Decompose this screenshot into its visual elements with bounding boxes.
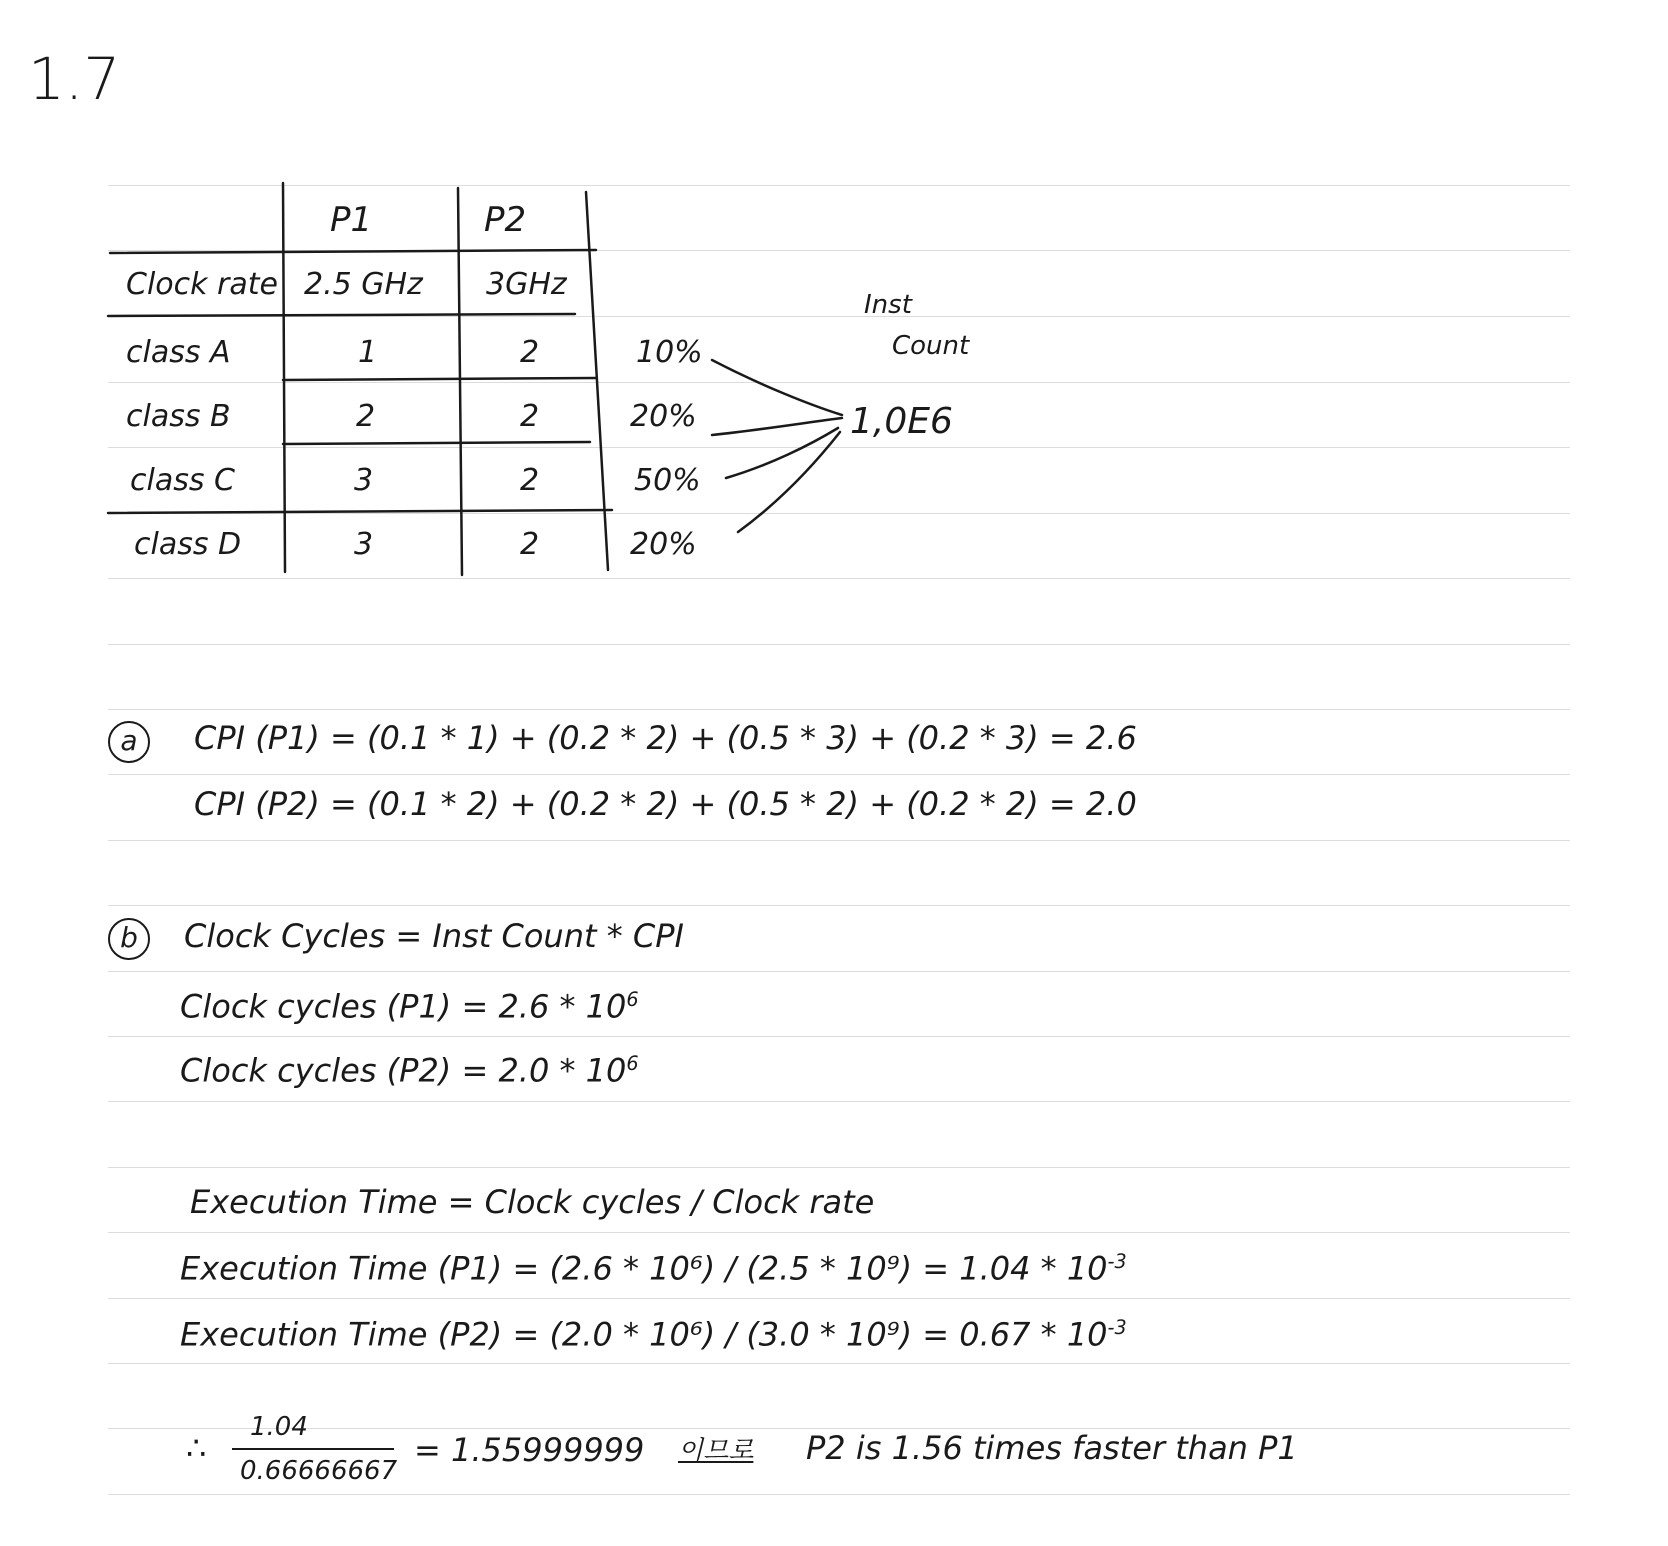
execution-time-p1-exponent: -3 <box>1107 1250 1127 1273</box>
column-header-p1: P1 <box>330 200 373 240</box>
clock-cycles-p2 <box>180 1051 639 1090</box>
execution-time-p1-text: Execution Time (P1) = (2.6 * 10⁶) / (2.5 * 10⁹) = 1.04 * 10 <box>180 1249 1108 1288</box>
clock-rate-p1: 2.5 GHz <box>304 267 423 302</box>
pct-class-a: 10% <box>636 335 703 370</box>
ratio-numerator: 1.04 <box>250 1412 308 1442</box>
execution-time-formula: Execution Time = Clock cycles / Clock rate <box>190 1183 875 1221</box>
clock-rate-label: Clock rate <box>126 267 278 302</box>
inst-count-value: 1,0E6 <box>850 401 953 442</box>
conclusion-statement: P2 is 1.56 times faster than P1 <box>806 1429 1298 1467</box>
cpi-p2-class-b: 2 <box>520 399 540 434</box>
therefore-symbol: ∴ <box>186 1429 207 1467</box>
clock-cycles-p1 <box>180 987 639 1026</box>
korean-connector: 이므로 <box>678 1436 754 1466</box>
execution-time-p1 <box>180 1249 1127 1288</box>
cpi-p1-class-b: 2 <box>356 399 376 434</box>
cpi-p2-class-d: 2 <box>520 527 540 562</box>
pct-class-c: 50% <box>634 463 701 498</box>
pct-class-b: 20% <box>630 399 697 434</box>
inst-count-label-line2: Count <box>892 331 970 361</box>
row-label-class-a: class A <box>126 335 231 370</box>
clock-rate-p2: 3GHz <box>486 267 567 302</box>
inst-count-label-line1: Inst <box>864 290 912 320</box>
part-a-marker: a <box>108 721 150 763</box>
clock-cycles-p1-text: Clock cycles (P1) = 2.6 * 10 <box>180 987 627 1026</box>
ratio-result: = 1.55999999 <box>414 1431 645 1469</box>
row-label-class-b: class B <box>126 399 231 434</box>
execution-time-p2-text: Execution Time (P2) = (2.0 * 10⁶) / (3.0 * 10⁹) = 0.67 * 10 <box>180 1315 1108 1354</box>
ratio-denominator: 0.66666667 <box>240 1456 398 1486</box>
cpi-p1-class-a: 1 <box>358 335 378 370</box>
cpi-p2-class-c: 2 <box>520 463 540 498</box>
pct-class-d: 20% <box>630 527 697 562</box>
row-label-class-c: class C <box>130 463 235 498</box>
cpi-p1-equation: CPI (P1) = (0.1 * 1) + (0.2 * 2) + (0.5 * 3) + (0.2 * 3) = 2.6 <box>194 719 1137 757</box>
cpi-p2-equation: CPI (P2) = (0.1 * 2) + (0.2 * 2) + (0.5 * 2) + (0.2 * 2) = 2.0 <box>194 785 1137 823</box>
fraction-bar <box>232 1448 394 1450</box>
execution-time-p2 <box>180 1315 1127 1354</box>
cpi-p2-class-a: 2 <box>520 335 540 370</box>
row-label-class-d: class D <box>134 527 242 562</box>
cpi-p1-class-d: 3 <box>354 527 374 562</box>
clock-cycles-formula: Clock Cycles = Inst Count * CPI <box>184 917 684 955</box>
problem-number: 1.7 <box>28 45 121 113</box>
clock-cycles-p2-exponent: 6 <box>626 1052 639 1075</box>
cpi-p1-class-c: 3 <box>354 463 374 498</box>
part-b-marker: b <box>108 918 150 960</box>
clock-cycles-p1-exponent: 6 <box>626 988 639 1011</box>
execution-time-p2-exponent: -3 <box>1107 1316 1127 1339</box>
column-header-p2: P2 <box>484 200 527 240</box>
clock-cycles-p2-text: Clock cycles (P2) = 2.0 * 10 <box>180 1051 627 1090</box>
